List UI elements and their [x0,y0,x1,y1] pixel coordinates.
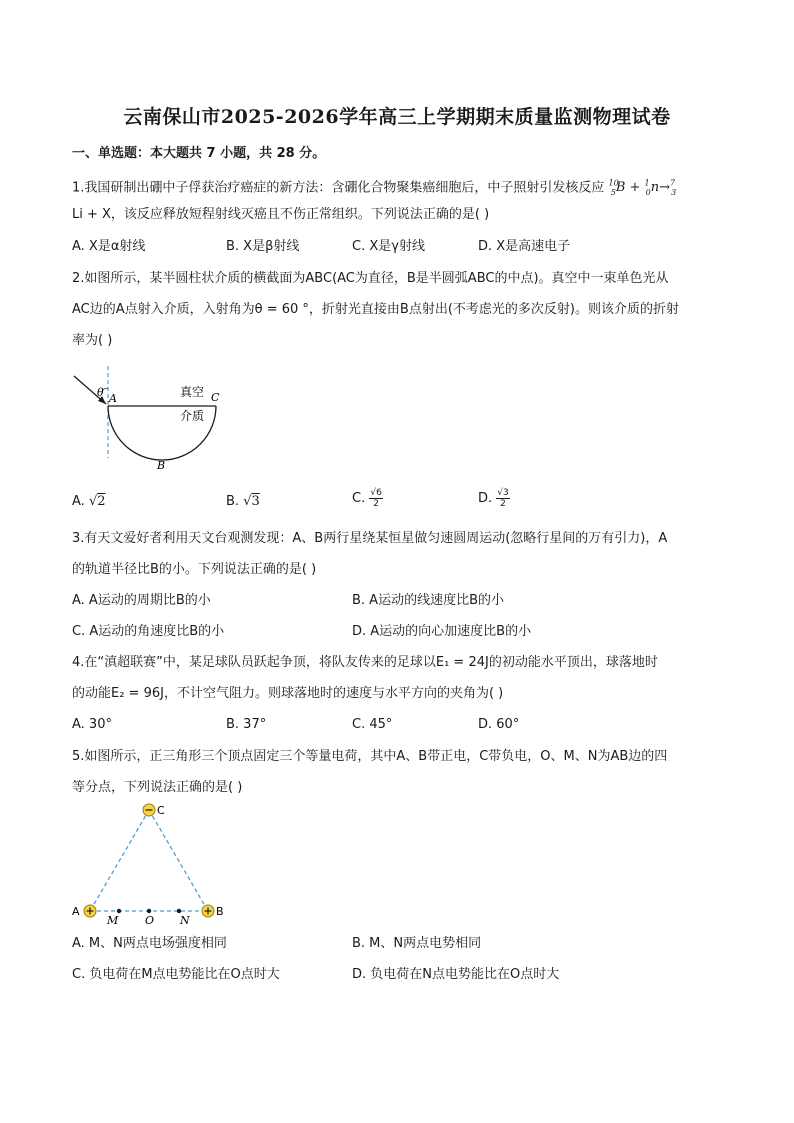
label-medium: 介质 [180,409,205,423]
charge-c-negative-icon [143,804,155,816]
q5-option-b[interactable]: B. M、N两点电势相同 [352,936,482,951]
label-a: A [72,905,80,918]
label-n: N [180,914,190,927]
q1-line2: Li + X，该反应释放短程射线灭癌且不伤正常组织。下列说法正确的是( ) [72,207,490,222]
q3-option-c[interactable]: C. A运动的角速度比B的小 [72,624,225,639]
label-o: O [145,914,155,927]
q1-option-c[interactable]: C. X是γ射线 [352,239,425,254]
q5-line2: 等分点，下列说法正确的是( ) [72,780,243,795]
edge-ca [90,810,149,911]
q3-line2: 的轨道半径比B的小。下列说法正确的是( ) [72,562,317,577]
q3-line1: 3.有天文爱好者利用天文台观测发现：A、B两行星绕某恒星做匀速圆周运动(忽略行星间的万有引力)，A [72,531,668,546]
q1-option-a[interactable]: A. X是α射线 [72,239,146,254]
point-m [117,909,121,913]
label-c: C [157,804,165,817]
q2-line2: AC边的A点射入介质，入射角为θ = 60 °，折射光直接由B点射出(不考虑光的多次反射)。则该介质的折射 [72,302,679,317]
label-vacuum: 真空 [180,385,205,399]
point-n [177,909,181,913]
q5-line1: 5.如图所示，正三角形三个顶点固定三个等量电荷，其中A、B带正电，C带负电，O、M、N为AB边的四 [72,749,668,764]
q1-text: 1.我国研制出硼中子俘获治疗癌症的新方法：含硼化合物聚集癌细胞后，中子照射引发核反应 [72,180,605,196]
section-heading: 一、单选题：本大题共 7 小题，共 28 分。 [72,146,326,161]
q2-option-b[interactable]: B. √3 [226,494,260,509]
q5-option-c[interactable]: C. 负电荷在M点电势能比在O点时大 [72,967,280,982]
q5-option-d[interactable]: D. 负电荷在N点电势能比在O点时大 [352,967,560,982]
q5-option-a[interactable]: A. M、N两点电场强度相同 [72,936,227,951]
q2-line1: 2.如图所示，某半圆柱状介质的横截面为ABC(AC为直径，B是半圆弧ABC的中点)。真空中一束单色光从 [72,271,669,286]
page-title: 云南保山市2025-2026学年高三上学期期末质量监测物理试卷 [123,106,671,128]
label-c: C [211,391,220,404]
q1-option-d[interactable]: D. X是高速电子 [478,239,571,254]
label-theta: θ [97,386,104,399]
q2-line3: 率为( ) [72,333,113,348]
q3-option-d[interactable]: D. A运动的向心加速度比B的小 [352,624,532,639]
q3-option-a[interactable]: A. A运动的周期比B的小 [72,593,211,608]
q2-option-d[interactable]: D. $\frac{√3}{2}$ [478,488,509,509]
q4-line2: 的动能E₂ = 96J，不计空气阻力。则球落地时的速度与水平方向的夹角为( ) [72,686,504,701]
q4-option-b[interactable]: B. 37° [226,717,267,732]
label-b: B [157,459,166,472]
point-o [147,909,151,913]
q3-option-b[interactable]: B. A运动的线速度比B的小 [352,593,504,608]
label-a: A [109,392,117,405]
edge-cb [149,810,208,911]
q4-line1: 4.在“滇超联赛”中，某足球队员跃起争顶，将队友传来的足球以E₁ = 24J的初动能水平顶出，球落地时 [72,655,658,670]
q4-option-a[interactable]: A. 30° [72,717,112,732]
q1-option-b[interactable]: B. X是β射线 [226,239,300,254]
q1-reaction: $^{10}_5$B + $^1_0$n→$^7_3$ [608,179,677,197]
q2-option-a[interactable]: A. √2 [72,494,106,509]
q1-line1 [72,175,676,202]
q4-option-d[interactable]: D. 60° [478,717,520,732]
charge-a-positive-icon [84,905,96,917]
label-m: M [107,914,119,927]
q5-triangle-figure [66,800,236,930]
q2-option-c[interactable]: C. $\frac{√6}{2}$ [352,488,382,509]
label-b: B [216,905,224,918]
charge-b-positive-icon [202,905,214,917]
q4-option-c[interactable]: C. 45° [352,717,393,732]
q2-semicircle-figure [66,366,236,476]
